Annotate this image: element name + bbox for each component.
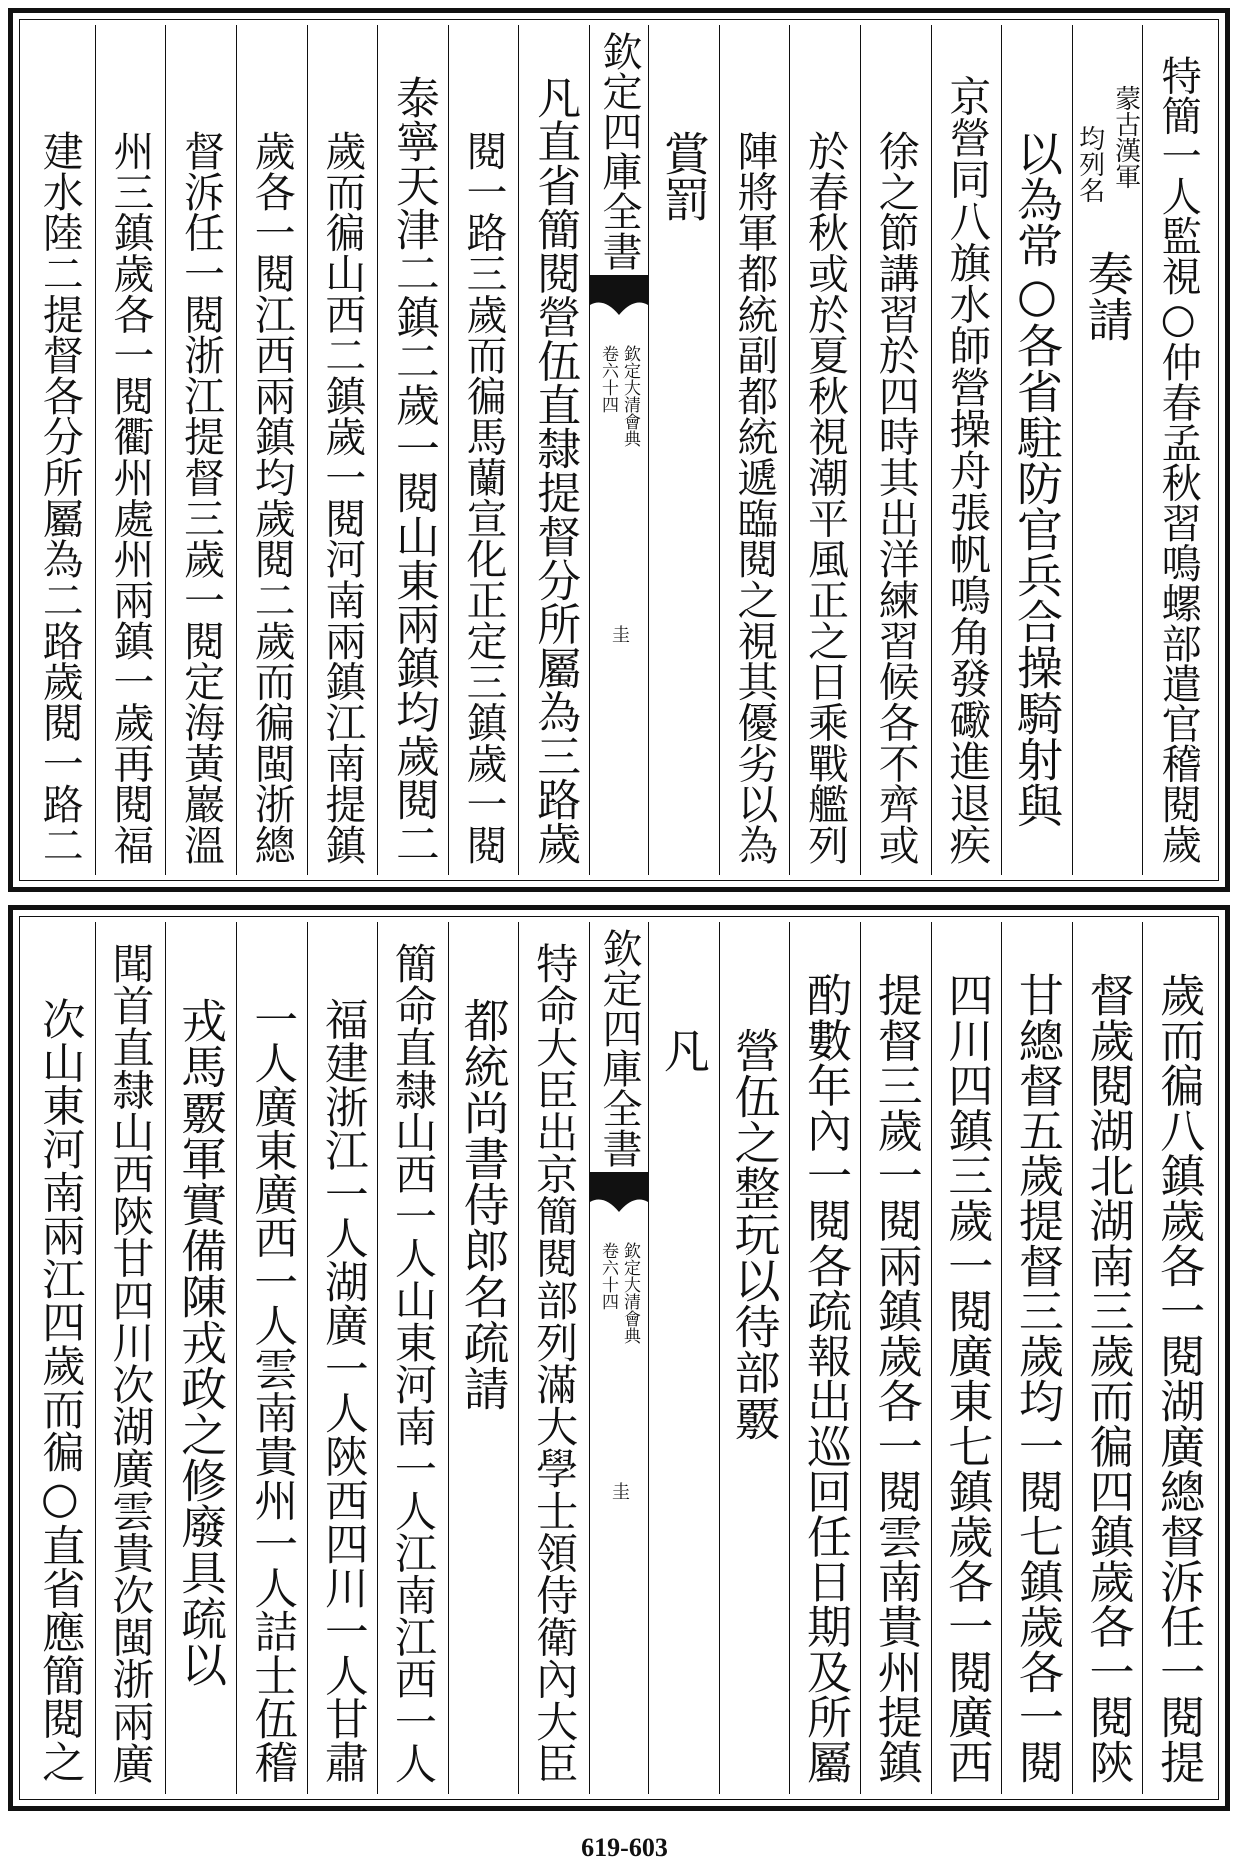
column-text: 徐之節講習於四時其出洋練習候各不齊或 xyxy=(871,130,920,865)
gutter-subtitle xyxy=(590,1242,648,1344)
text-column xyxy=(719,25,790,875)
gutter-page-number: 圭 xyxy=(609,625,630,643)
column-text: 一人廣東廣西一人雲南貴州一人詰士伍稽 xyxy=(246,997,298,1784)
column-text: 州三鎮歲各一閱衢州處州兩鎮一歲再閱福 xyxy=(106,130,155,865)
gutter-title xyxy=(590,922,648,1173)
text-column xyxy=(1001,25,1072,875)
column-text: 次山東河南兩江四歲而徧○直省應簡閱之 xyxy=(34,997,85,1784)
text-column xyxy=(518,922,589,1794)
text-column xyxy=(25,25,95,875)
column-text: 以為常○各省駐防官兵合操騎射與 xyxy=(1009,130,1064,828)
gutter-subtitle xyxy=(590,345,648,447)
column-text: 閱一路三歲而徧馬蘭宣化正定三鎮歲一閱 xyxy=(459,130,508,865)
column-text: 聞首直隸山西陝甘四川次湖廣雲貴次閩浙兩廣 xyxy=(106,942,156,1784)
text-column xyxy=(95,922,166,1794)
text-column xyxy=(377,25,448,875)
text-column xyxy=(165,922,236,1794)
text-column xyxy=(789,922,860,1794)
gutter-volume: 卷六十四 xyxy=(598,1242,618,1310)
column-text: 於春秋或於夏秋視潮平風正之日乘戰艦列 xyxy=(801,130,850,865)
column-text: 建水陸二提督各分所屬為二路歲閱一路二 xyxy=(35,130,84,865)
column-text: 都統尚書侍郎名疏請 xyxy=(456,997,511,1411)
text-column xyxy=(307,922,378,1794)
text-column xyxy=(719,922,790,1794)
text-column xyxy=(518,25,589,875)
text-column xyxy=(95,25,166,875)
column-text: 凡 xyxy=(656,1027,711,1073)
column-text: 特命大臣出京簡閱部列滿大學士領侍衛內大臣 xyxy=(530,942,580,1784)
column-text: 酌數年內一閱各疏報出巡回任日期及所屬 xyxy=(799,972,853,1784)
lower-columns xyxy=(25,922,1213,1794)
column-text: 四川四鎮三歲一閱廣東七鎮歲各一閱廣西 xyxy=(940,972,994,1784)
text-column xyxy=(448,25,519,875)
text-column xyxy=(860,25,931,875)
text-column xyxy=(25,922,95,1794)
upper-columns xyxy=(25,25,1213,875)
fishtail-mark-icon xyxy=(590,1172,648,1232)
gutter-volume: 卷六十四 xyxy=(598,345,618,413)
text-column xyxy=(789,25,860,875)
text-column xyxy=(448,922,519,1794)
text-column xyxy=(236,25,307,875)
text-column xyxy=(860,922,931,1794)
text-column xyxy=(1072,25,1143,875)
text-column xyxy=(931,922,1002,1794)
column-text: 特簡一人監視○仲春孟秋習鳴螺部遣官稽閱歲 xyxy=(1155,55,1202,864)
gutter-title xyxy=(590,25,648,276)
page-footer-number: 619-603 xyxy=(581,1833,668,1862)
column-text: 歲各一閱江西兩鎮均歲閱二歲而徧閩浙總 xyxy=(247,130,296,865)
column-text: 簡命直隸山西一人山東河南一人江南江西一人 xyxy=(388,942,438,1784)
text-column xyxy=(1072,922,1143,1794)
column-text: 凡直省簡閱營伍直隸提督分所屬為三路歲 xyxy=(529,75,581,865)
column-text: 戎馬覈軍實備陳戎政之修廢具疏以 xyxy=(174,997,229,1687)
center-gutter xyxy=(589,922,648,1794)
gutter-title-text: 欽定四庫全書 xyxy=(596,928,642,1168)
text-column xyxy=(648,25,719,875)
column-text: 賞罰 xyxy=(656,130,711,222)
text-column xyxy=(1142,922,1213,1794)
column-text: 京營同八旗水師營操舟張帆鳴角發礮進退疾 xyxy=(942,75,992,865)
text-column xyxy=(236,922,307,1794)
column-text: 歲而徧八鎮歲各一閱湖廣總督泝任一閱提 xyxy=(1152,972,1206,1784)
column-text: 提督三歲一閱兩鎮歲各一閱雲南貴州提鎮 xyxy=(869,972,923,1784)
text-column xyxy=(1001,922,1072,1794)
annotation-line: 蒙古漢軍 xyxy=(1110,85,1141,189)
upper-page xyxy=(8,8,1230,892)
column-text: 奏請 xyxy=(1080,250,1135,342)
text-column xyxy=(648,922,719,1794)
text-column xyxy=(377,922,448,1794)
gutter-page-number: 圭 xyxy=(609,1482,630,1500)
column-text: 甘總督五歲提督三歲均一閱七鎮歲各一閱 xyxy=(1010,972,1064,1784)
column-text: 督泝任一閱浙江提督三歲一閱定海黃巖溫 xyxy=(177,130,226,865)
gutter-title-text: 欽定四庫全書 xyxy=(596,31,642,271)
column-text: 營伍之整玩以待部覈 xyxy=(727,1027,782,1441)
annotation-line: 均列名 xyxy=(1074,125,1105,203)
column-text: 陣將軍都統副都統遞臨閱之視其優劣以為 xyxy=(730,130,779,865)
column-text: 泰寧天津二鎮二歲一閱山東兩鎮均歲閱二 xyxy=(387,75,439,865)
text-column xyxy=(931,25,1002,875)
annotation-pair xyxy=(1075,85,1141,203)
column-text: 福建浙江一人湖廣一人陝西四川一人甘肅 xyxy=(317,997,369,1784)
center-gutter xyxy=(589,25,648,875)
text-column xyxy=(307,25,378,875)
gutter-book-title: 欽定大清會典 xyxy=(620,345,640,447)
column-text: 歲而徧山西二鎮歲一閱河南兩鎮江南提鎮 xyxy=(318,130,367,865)
text-column xyxy=(1142,25,1213,875)
fishtail-mark-icon xyxy=(590,275,648,335)
gutter-book-title: 欽定大清會典 xyxy=(620,1242,640,1344)
lower-page xyxy=(8,905,1230,1811)
column-text: 督歲閱湖北湖南三歲而徧四鎮歲各一閱陝 xyxy=(1081,972,1135,1784)
text-column xyxy=(165,25,236,875)
